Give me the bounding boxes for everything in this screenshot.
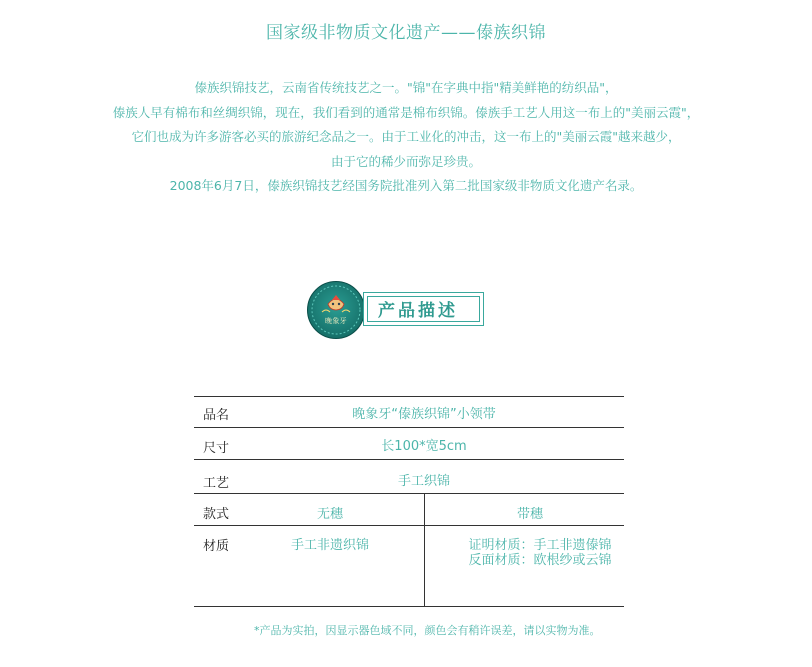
rule	[194, 525, 624, 526]
intro-line: 由于它的稀少而弥足珍贵。	[330, 153, 481, 169]
intro-line: 傣族人早有棉布和丝绸织锦，现在，我们看到的通常是棉布织锦。傣族手工艺人用这一布上的"美丽云霞"，	[112, 104, 700, 120]
disclaimer-note: *产品为实拍，因显示器色域不同，颜色会有稍许误差，请以实物为准。	[254, 624, 601, 637]
section-label: 产品描述	[378, 301, 458, 321]
section-badge	[307, 281, 487, 337]
elephant-emblem-icon	[308, 282, 364, 338]
rule	[194, 427, 624, 428]
brand-logo	[307, 281, 365, 339]
intro-line: 2008年6月7日，傣族织锦技艺经国务院批准列入第二批国家级非物质文化遗产名录。	[169, 178, 643, 193]
intro-line: 它们也成为许多游客必买的旅游纪念品之一。由于工业化的冲击，这一布上的"美丽云霞"越来越少，	[131, 129, 681, 144]
rule	[194, 396, 624, 397]
size-label: 尺寸	[203, 441, 230, 456]
intro-paragraph	[0, 76, 812, 199]
style-option-b: 带穗	[516, 507, 543, 522]
material-a: 手工非遗织锦	[290, 538, 369, 553]
style-label: 款式	[203, 507, 230, 522]
name-label: 品名	[203, 408, 230, 423]
column-divider	[424, 494, 425, 607]
material-label: 材质	[203, 539, 230, 554]
logo-text: 晚象牙	[325, 317, 347, 325]
material-b-line1: 证明材质：手工非遗傣锦	[468, 538, 612, 553]
rule	[194, 493, 624, 494]
rule	[194, 459, 624, 460]
craft-label: 工艺	[203, 476, 230, 491]
craft-value: 手工织锦	[397, 474, 450, 489]
section-label-box	[363, 292, 484, 326]
spec-table	[194, 396, 624, 607]
page-title: 国家级非物质文化遗产——傣族织锦	[266, 23, 546, 43]
rule	[194, 606, 624, 607]
size-value: 长100*宽5cm	[381, 439, 467, 454]
intro-line: 傣族织锦技艺，云南省传统技艺之一。"锦"在字典中指"精美鲜艳的纺织品"，	[194, 80, 618, 95]
name-value: 晚象牙“傣族织锦”小领带	[352, 407, 496, 422]
style-option-a: 无穗	[316, 507, 343, 522]
material-b-line2: 反面材质：欧根纱或云锦	[468, 553, 612, 568]
